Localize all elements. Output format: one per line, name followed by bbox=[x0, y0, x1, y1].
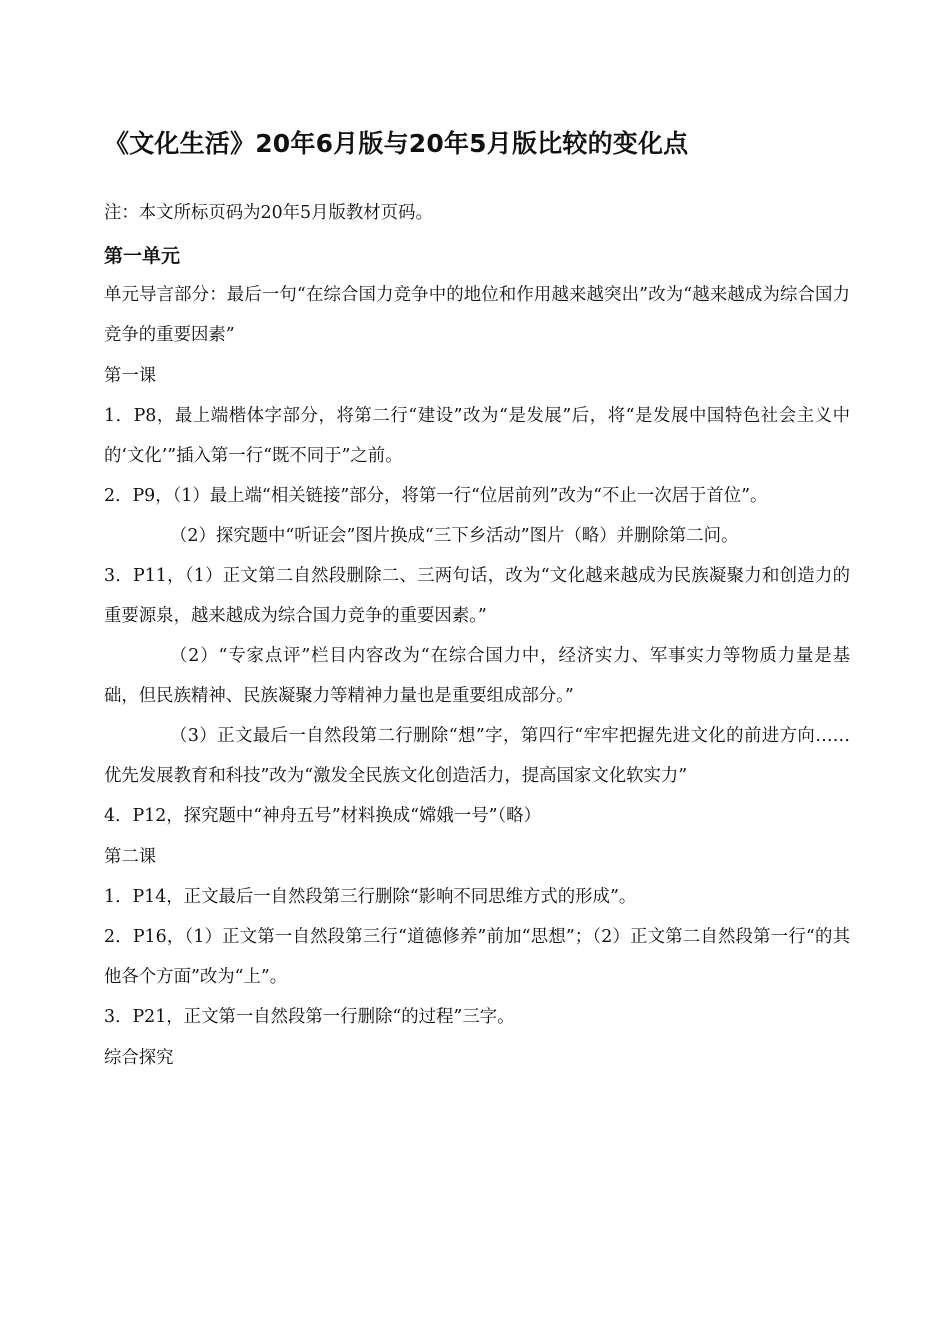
document-body bbox=[104, 193, 850, 1078]
document-title: 《文化生活》20年6月版与20年5月版比较的变化点 bbox=[104, 129, 689, 158]
lesson-item: 2．P9，（1）最上端“相关链接”部分，将第一行“位居前列”改为“不止一次居于首位”。 bbox=[104, 486, 768, 506]
lesson-item: 1．P14，正文最后一自然段第三行删除“影响不同思维方式的形成”。 bbox=[104, 887, 637, 907]
lesson-item: 2．P16，（1）正文第一自然段第三行“道德修养”前加“思想”；（2）正文第二自然段第一行“的其他各个方面”改为“上”。 bbox=[104, 927, 850, 987]
lesson-item: 3．P11，（1）正文第二自然段删除二、三两句话，改为“文化越来越成为民族凝聚力和创造力的重要源泉，越来越成为综合国力竞争的重要因素。” bbox=[104, 566, 850, 626]
lesson-heading: 第二课 bbox=[104, 847, 157, 867]
lesson-item: 3．P21，正文第一自然段第一行删除“的过程”三字。 bbox=[104, 1007, 515, 1027]
unit-intro-paragraph: 单元导言部分：最后一句“在综合国力竞争中的地位和作用越来越突出”改为“越来越成为综合国力竞争的重要因素” bbox=[104, 285, 850, 345]
section-heading: 综合探究 bbox=[104, 1048, 174, 1068]
lesson-subitem: （3）正文最后一自然段第二行删除“想”字，第四行“牢牢把握先进文化的前进方向……优先发展教育和科技”改为“激发全民族文化创造活力，提高国家文化软实力” bbox=[104, 726, 850, 786]
lesson-subitem: （2）“专家点评”栏目内容改为“在综合国力中，经济实力、军事实力等物质力量是基础，但民族精神、民族凝聚力等精神力量也是重要组成部分。” bbox=[104, 646, 850, 706]
lesson-heading: 第一课 bbox=[104, 366, 157, 386]
lesson-subitem: （2）探究题中“听证会”图片换成“三下乡活动”图片（略）并删除第二问。 bbox=[170, 526, 739, 546]
lesson-item: 1．P8，最上端楷体字部分，将第二行“建设”改为“是发展”后，将“是发展中国特色社会主义中的‘文化’”插入第一行“既不同于”之前。 bbox=[104, 406, 850, 466]
unit-heading: 第一单元 bbox=[104, 245, 181, 267]
lesson-item: 4．P12，探究题中“神舟五号”材料换成“嫦娥一号”（略） bbox=[104, 806, 541, 826]
document-note: 注：本文所标页码为20年5月版教材页码。 bbox=[104, 203, 433, 223]
